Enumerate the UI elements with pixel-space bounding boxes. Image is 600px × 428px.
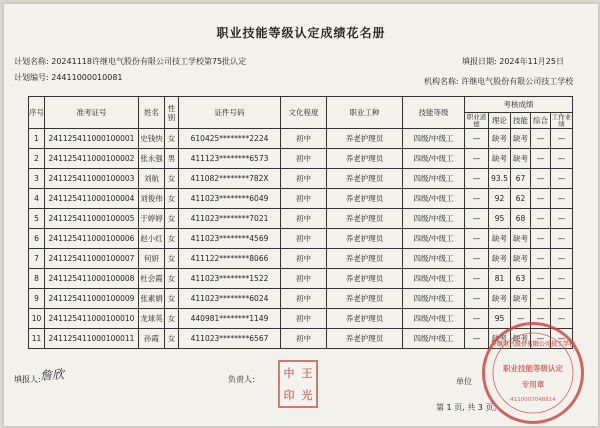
cell-skill: 缺考 bbox=[511, 329, 531, 349]
seal-char: 光 bbox=[301, 389, 313, 402]
cell-cert-no: 610425********2224 bbox=[179, 129, 281, 149]
cell-cert-no: 440981********1149 bbox=[179, 309, 281, 329]
cell-level: 四级/中级工 bbox=[403, 289, 465, 309]
cell-gender: 女 bbox=[165, 309, 179, 329]
cell-exam-id: 241125411000100003 bbox=[45, 169, 139, 189]
cell-cert-no: 411023********7021 bbox=[179, 209, 281, 229]
document-title: 职业技能等级认定成绩花名册 bbox=[216, 26, 386, 40]
cell-comprehensive: — bbox=[531, 229, 551, 249]
cell-work-perf: — bbox=[551, 269, 573, 289]
cell-name: 刘航 bbox=[139, 169, 165, 189]
cell-no: 4 bbox=[29, 189, 45, 209]
table-row bbox=[29, 169, 573, 189]
cell-level: 四级/中级工 bbox=[403, 209, 465, 229]
plan-name-label: 计划名称: bbox=[14, 57, 49, 66]
cell-work-perf: — bbox=[551, 189, 573, 209]
cell-ethics: — bbox=[465, 289, 489, 309]
cell-gender: 女 bbox=[165, 209, 179, 229]
cell-work-perf: — bbox=[551, 149, 573, 169]
header-ethics: 职业道德 bbox=[465, 113, 489, 129]
cell-cert-no: 411023********6049 bbox=[179, 189, 281, 209]
cell-education: 初中 bbox=[281, 309, 327, 329]
org-value: 许继电气股份有限公司技工学校 bbox=[461, 77, 574, 86]
header-level: 技能等级 bbox=[403, 97, 465, 129]
header-theory: 理论 bbox=[489, 113, 511, 129]
cell-occupation: 养老护理员 bbox=[327, 269, 403, 289]
cell-theory: 93.5 bbox=[489, 169, 511, 189]
seal-bottom-text: 专用章 bbox=[521, 380, 545, 389]
cell-comprehensive: — bbox=[531, 309, 551, 329]
cell-skill: 缺考 bbox=[511, 289, 531, 309]
cell-level: 四级/中级工 bbox=[403, 309, 465, 329]
cell-theory: 95 bbox=[489, 209, 511, 229]
cell-theory: 缺考 bbox=[489, 289, 511, 309]
cell-skill: 缺考 bbox=[511, 249, 531, 269]
plan-name-value: 20241118许继电气股份有限公司技工学校第75批认定 bbox=[51, 57, 247, 66]
cell-theory: 缺考 bbox=[489, 249, 511, 269]
cell-occupation: 养老护理员 bbox=[327, 149, 403, 169]
cell-comprehensive: — bbox=[531, 209, 551, 229]
official-seal bbox=[482, 322, 584, 424]
cell-gender: 女 bbox=[165, 269, 179, 289]
cell-theory: 缺考 bbox=[489, 149, 511, 169]
cell-work-perf: — bbox=[551, 129, 573, 149]
cell-occupation: 养老护理员 bbox=[327, 209, 403, 229]
cell-name: 何妍 bbox=[139, 249, 165, 269]
cell-name: 张素娟 bbox=[139, 289, 165, 309]
cell-comprehensive: — bbox=[531, 129, 551, 149]
cell-comprehensive: — bbox=[531, 169, 551, 189]
unit-label: 单位 bbox=[456, 377, 472, 386]
responsible-label: 负责人: bbox=[228, 375, 255, 384]
cell-exam-id: 241125411000100005 bbox=[45, 209, 139, 229]
cell-cert-no: 411023********6567 bbox=[179, 329, 281, 349]
cell-level: 四级/中级工 bbox=[403, 149, 465, 169]
cell-cert-no: 411023********6024 bbox=[179, 289, 281, 309]
cell-work-perf: — bbox=[551, 229, 573, 249]
cell-comprehensive: — bbox=[531, 189, 551, 209]
cell-gender: 男 bbox=[165, 149, 179, 169]
cell-cert-no: 411123********6573 bbox=[179, 149, 281, 169]
cell-no: 8 bbox=[29, 269, 45, 289]
seal-char: 中 bbox=[283, 367, 295, 380]
cell-gender: 女 bbox=[165, 189, 179, 209]
cell-comprehensive: — bbox=[531, 249, 551, 269]
cell-occupation: 养老护理员 bbox=[327, 129, 403, 149]
cell-comprehensive: — bbox=[531, 149, 551, 169]
table-row bbox=[29, 289, 573, 309]
filler-label: 填报人: bbox=[14, 375, 41, 384]
cell-gender: 女 bbox=[165, 289, 179, 309]
cell-cert-no: 411082********782X bbox=[179, 169, 281, 189]
cell-no: 9 bbox=[29, 289, 45, 309]
cell-comprehensive: — bbox=[531, 289, 551, 309]
cell-ethics: — bbox=[465, 249, 489, 269]
cell-name: 刘俊伟 bbox=[139, 189, 165, 209]
fill-date-line bbox=[462, 56, 564, 67]
header-no: 序号 bbox=[29, 97, 45, 129]
cell-education: 初中 bbox=[281, 169, 327, 189]
plan-code-line bbox=[14, 72, 123, 83]
cell-name: 赵小红 bbox=[139, 229, 165, 249]
cell-gender: 女 bbox=[165, 169, 179, 189]
header-cert-no: 证件号码 bbox=[179, 97, 281, 129]
cell-exam-id: 241125411000100002 bbox=[45, 149, 139, 169]
cell-cert-no: 411122********8066 bbox=[179, 249, 281, 269]
cell-education: 初中 bbox=[281, 289, 327, 309]
cell-exam-id: 241125411000100001 bbox=[45, 129, 139, 149]
seal-char: 印 bbox=[283, 389, 295, 402]
cell-gender: 女 bbox=[165, 249, 179, 269]
cell-ethics: — bbox=[465, 209, 489, 229]
cell-level: 四级/中级工 bbox=[403, 269, 465, 289]
header-skill: 技能 bbox=[511, 113, 531, 129]
table-row bbox=[29, 129, 573, 149]
cell-cert-no: 411023********1522 bbox=[179, 269, 281, 289]
table-body bbox=[29, 129, 573, 349]
cell-education: 初中 bbox=[281, 129, 327, 149]
cell-cert-no: 411023********4569 bbox=[179, 229, 281, 249]
header-occupation: 职业工种 bbox=[327, 97, 403, 129]
cell-level: 四级/中级工 bbox=[403, 189, 465, 209]
seal-top-text: 许继电气股份有限公司技工学校 bbox=[490, 341, 575, 348]
cell-ethics: — bbox=[465, 189, 489, 209]
cell-skill: 缺考 bbox=[511, 129, 531, 149]
cell-gender: 女 bbox=[165, 229, 179, 249]
cell-ethics: — bbox=[465, 169, 489, 189]
cell-no: 6 bbox=[29, 229, 45, 249]
cell-education: 初中 bbox=[281, 229, 327, 249]
cell-work-perf: — bbox=[551, 249, 573, 269]
header-name: 姓名 bbox=[139, 97, 165, 129]
cell-no: 2 bbox=[29, 149, 45, 169]
cell-occupation: 养老护理员 bbox=[327, 189, 403, 209]
cell-exam-id: 241125411000100010 bbox=[45, 309, 139, 329]
cell-education: 初中 bbox=[281, 329, 327, 349]
page-info: 第 1 页, 共 3 页。 bbox=[436, 403, 502, 412]
cell-ethics: — bbox=[465, 229, 489, 249]
cell-name: 于婷婷 bbox=[139, 209, 165, 229]
plan-name-line bbox=[14, 56, 246, 67]
cell-occupation: 养老护理员 bbox=[327, 329, 403, 349]
cell-no: 7 bbox=[29, 249, 45, 269]
cell-skill: 67 bbox=[511, 169, 531, 189]
cell-theory: 缺考 bbox=[489, 129, 511, 149]
cell-work-perf: — bbox=[551, 309, 573, 329]
table-row bbox=[29, 249, 573, 269]
cell-exam-id: 241125411000100004 bbox=[45, 189, 139, 209]
cell-skill: 缺考 bbox=[511, 229, 531, 249]
cell-gender: 女 bbox=[165, 129, 179, 149]
seal-char: 王 bbox=[301, 367, 313, 380]
cell-gender: 女 bbox=[165, 329, 179, 349]
cell-skill: — bbox=[511, 309, 531, 329]
cell-level: 四级/中级工 bbox=[403, 229, 465, 249]
document-page bbox=[4, 4, 598, 426]
cell-work-perf: — bbox=[551, 209, 573, 229]
cell-education: 初中 bbox=[281, 249, 327, 269]
cell-theory: 81 bbox=[489, 269, 511, 289]
cell-exam-id: 241125411000100008 bbox=[45, 269, 139, 289]
cell-skill: 68 bbox=[511, 209, 531, 229]
org-label: 机构名称: bbox=[424, 77, 459, 86]
cell-name: 张永强 bbox=[139, 149, 165, 169]
cell-occupation: 养老护理员 bbox=[327, 289, 403, 309]
cell-theory: 92 bbox=[489, 189, 511, 209]
cell-education: 初中 bbox=[281, 189, 327, 209]
cell-level: 四级/中级工 bbox=[403, 169, 465, 189]
cell-occupation: 养老护理员 bbox=[327, 229, 403, 249]
cell-exam-id: 241125411000100007 bbox=[45, 249, 139, 269]
cell-name: 龙球英 bbox=[139, 309, 165, 329]
cell-ethics: — bbox=[465, 269, 489, 289]
cell-comprehensive: — bbox=[531, 329, 551, 349]
table-row bbox=[29, 209, 573, 229]
cell-skill: 缺考 bbox=[511, 149, 531, 169]
fill-date-value: 2024年11月25日 bbox=[499, 57, 564, 66]
cell-level: 四级/中级工 bbox=[403, 129, 465, 149]
cell-no: 11 bbox=[29, 329, 45, 349]
cell-comprehensive: — bbox=[531, 269, 551, 289]
table-row bbox=[29, 229, 573, 249]
cell-exam-id: 241125411000100011 bbox=[45, 329, 139, 349]
table-row bbox=[29, 149, 573, 169]
seal-center-text: 职业技能等级认定 bbox=[503, 364, 563, 373]
personal-seal bbox=[278, 360, 318, 408]
plan-code-value: 24411000010081 bbox=[51, 73, 123, 82]
cell-occupation: 养老护理员 bbox=[327, 309, 403, 329]
org-line bbox=[424, 76, 573, 87]
cell-education: 初中 bbox=[281, 209, 327, 229]
header-exam-id: 准考证号 bbox=[45, 97, 139, 129]
cell-skill: 62 bbox=[511, 189, 531, 209]
score-table bbox=[28, 96, 573, 349]
cell-ethics: — bbox=[465, 129, 489, 149]
seal-code-text: 4110007048814 bbox=[510, 397, 556, 403]
cell-no: 10 bbox=[29, 309, 45, 329]
cell-level: 四级/中级工 bbox=[403, 249, 465, 269]
cell-no: 1 bbox=[29, 129, 45, 149]
header-scores-group: 考核成绩 bbox=[465, 97, 573, 113]
cell-theory: 95 bbox=[489, 309, 511, 329]
cell-work-perf: — bbox=[551, 289, 573, 309]
cell-education: 初中 bbox=[281, 149, 327, 169]
header-gender: 性别 bbox=[165, 97, 179, 129]
cell-occupation: 养老护理员 bbox=[327, 169, 403, 189]
plan-code-label: 计划编号: bbox=[14, 73, 49, 82]
cell-skill: 63 bbox=[511, 269, 531, 289]
cell-name: 孙霞 bbox=[139, 329, 165, 349]
cell-exam-id: 241125411000100009 bbox=[45, 289, 139, 309]
cell-ethics: — bbox=[465, 309, 489, 329]
cell-no: 5 bbox=[29, 209, 45, 229]
header-comprehensive: 综合 bbox=[531, 113, 551, 129]
table-row bbox=[29, 189, 573, 209]
cell-ethics: — bbox=[465, 149, 489, 169]
cell-occupation: 养老护理员 bbox=[327, 249, 403, 269]
cell-level: 四级/中级工 bbox=[403, 329, 465, 349]
header-education: 文化程度 bbox=[281, 97, 327, 129]
cell-name: 杜会霞 bbox=[139, 269, 165, 289]
cell-name: 史钱快 bbox=[139, 129, 165, 149]
cell-work-perf: — bbox=[551, 169, 573, 189]
cell-theory: 缺考 bbox=[489, 229, 511, 249]
cell-ethics: — bbox=[465, 329, 489, 349]
fill-date-label: 填报日期: bbox=[462, 57, 497, 66]
filler-signature: 詹欣 bbox=[39, 367, 65, 383]
cell-education: 初中 bbox=[281, 269, 327, 289]
table-row bbox=[29, 269, 573, 289]
cell-no: 3 bbox=[29, 169, 45, 189]
cell-work-perf: — bbox=[551, 329, 573, 349]
cell-theory: 缺考 bbox=[489, 329, 511, 349]
header-work-perf: 工作业绩 bbox=[551, 112, 572, 128]
cell-exam-id: 241125411000100006 bbox=[45, 229, 139, 249]
